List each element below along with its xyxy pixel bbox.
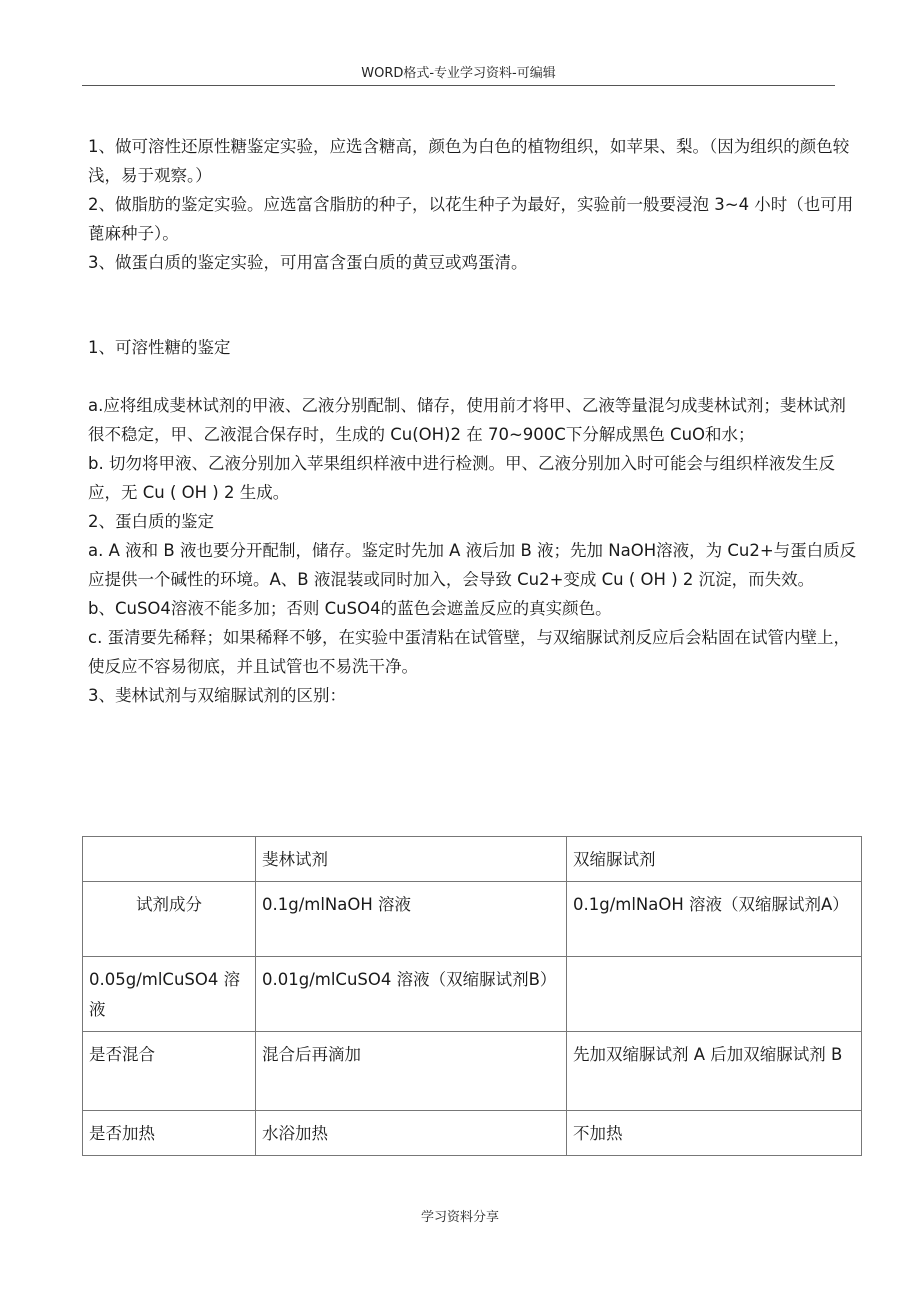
comparison-table (82, 836, 862, 1156)
table-cell: 0.1g/mlNaOH 溶液（双缩脲试剂A） (567, 882, 862, 957)
table-cell: 水浴加热 (256, 1111, 567, 1156)
table-cell: 是否混合 (83, 1032, 256, 1111)
spacer (88, 277, 858, 333)
intro-item-1: 1、做可溶性还原性糖鉴定实验，应选含糖高，颜色为白色的植物组织，如苹果、梨。（因为组织的颜色较浅，易于观察。） (88, 137, 850, 185)
page-header: WORD格式-专业学习资料-可编辑 (361, 66, 556, 81)
table-cell: 0.05g/mlCuSO4 溶液 (83, 957, 256, 1032)
table-header-row (83, 837, 862, 882)
header-divider (82, 85, 835, 86)
table-row (83, 882, 862, 957)
section-2-point-c: c. 蛋清要先稀释；如果稀释不够，在实验中蛋清粘在试管壁，与双缩脲试剂反应后会粘固在试管内壁上，使反应不容易彻底，并且试管也不易洗干净。 (88, 628, 851, 676)
table-row (83, 1111, 862, 1156)
document-body (88, 132, 858, 710)
table-row (83, 1032, 862, 1111)
page-footer: 学习资料分享 (420, 1210, 499, 1225)
table-cell: 先加双缩脲试剂 A 后加双缩脲试剂 B (567, 1032, 862, 1111)
table-cell: 0.1g/mlNaOH 溶液 (256, 882, 567, 957)
section-1-title: 1、可溶性糖的鉴定 (88, 338, 231, 357)
intro-item-2: 2、做脂肪的鉴定实验。应选富含脂肪的种子，以花生种子为最好，实验前一般要浸泡 3~4 小时（也可用蓖麻种子）。 (88, 195, 854, 243)
section-1-point-b: b. 切勿将甲液、乙液分别加入苹果组织样液中进行检测。甲、乙液分别加入时可能会与组织样液发生反应，无 Cu ( OH ) 2 生成。 (88, 454, 835, 502)
table-header-cell: 双缩脲试剂 (567, 837, 862, 882)
section-2-point-b: b、CuSO4溶液不能多加；否则 CuSO4的蓝色会遮盖反应的真实颜色。 (88, 599, 612, 618)
section-1-point-a: a.应将组成斐林试剂的甲液、乙液分别配制、储存，使用前才将甲、乙液等量混匀成斐林试剂；斐林试剂很不稳定，甲、乙液混合保存时，生成的 Cu(OH)2 在 70~900C下分解成黑色 CuO和水； (88, 396, 846, 444)
table-cell (567, 957, 862, 1032)
table-cell: 混合后再滴加 (256, 1032, 567, 1111)
table-row (83, 957, 862, 1032)
section-2-point-a: a. A 液和 B 液也要分开配制，储存。鉴定时先加 A 液后加 B 液；先加 NaOH溶液，为 Cu2+与蛋白质反应提供一个碱性的环境。A、B 液混装或同时加入，会导致 Cu2+变成 Cu ( OH ) 2 沉淀，而失效。 (88, 541, 857, 589)
intro-item-3: 3、做蛋白质的鉴定实验，可用富含蛋白质的黄豆或鸡蛋清。 (88, 253, 528, 272)
table-cell: 0.01g/mlCuSO4 溶液（双缩脲试剂B） (256, 957, 567, 1032)
table-header-cell: 斐林试剂 (256, 837, 567, 882)
table-cell: 不加热 (567, 1111, 862, 1156)
spacer (88, 362, 858, 391)
table-cell: 试剂成分 (83, 882, 256, 957)
table-cell: 是否加热 (83, 1111, 256, 1156)
table-header-cell (83, 837, 256, 882)
section-2-title: 2、蛋白质的鉴定 (88, 512, 214, 531)
section-3-title: 3、斐林试剂与双缩脲试剂的区别： (88, 686, 346, 705)
